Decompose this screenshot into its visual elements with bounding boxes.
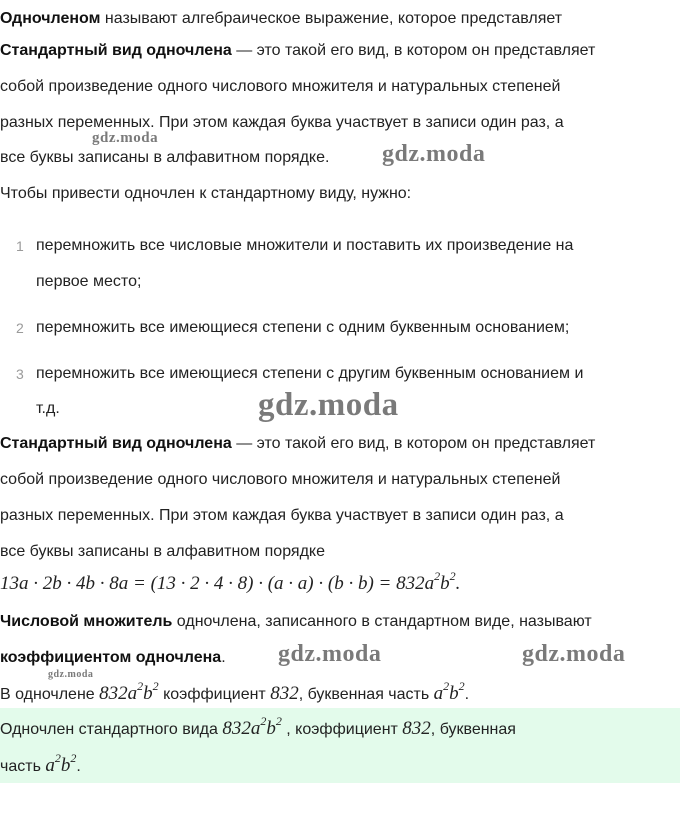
standard-form-definition-line-1: Стандартный вид одночлена — это такой его вид, в котором он представляет: [0, 42, 596, 59]
term-monomial: Одночленом: [0, 10, 101, 27]
list-item-text: перемножить все имеющиеся степени с одним буквенным основанием;: [36, 319, 570, 336]
watermark-logo: gdz.moda: [522, 641, 626, 667]
standard-form-definition-line-3: разных переменных. При этом каждая буква участвует в записи один раз, а: [0, 114, 564, 131]
standard-form-definition-2-line-1: Стандартный вид одночлена — это такой его вид, в котором он представляет: [0, 435, 596, 452]
watermark-logo: gdz.moda: [92, 130, 159, 146]
standard-form-definition-2-line-4: все буквы записаны в алфавитном порядке: [0, 543, 325, 560]
watermark-logo: gdz.moda: [258, 387, 399, 423]
list-item-text: первое место;: [36, 273, 142, 290]
standard-form-definition-line-4: все буквы записаны в алфавитном порядке.: [0, 149, 330, 166]
list-item-number: 3: [16, 366, 24, 382]
watermark-logo: gdz.moda: [382, 141, 486, 167]
standard-form-definition-line-2: собой произведение одного числового множителя и натуральных степеней: [0, 78, 561, 95]
standard-form-definition-2-line-2: собой произведение одного числового множителя и натуральных степеней: [0, 471, 561, 488]
coefficient-definition-line-1: Числовой множитель одночлена, записанного в стандартном виде, называют: [0, 613, 592, 630]
example-coefficient-line: В одночлене $832a^2b^2$ коэффициент 832, буквенная часть $a^2b^2$.: [0, 679, 470, 704]
steps-intro: Чтобы привести одночлен к стандартному виду, нужно:: [0, 185, 412, 202]
list-item-number: 1: [16, 238, 24, 254]
summary-line-1: Одночлен стандартного вида $832a^2b^2$ , коэффициент 832, буквенная: [0, 714, 516, 739]
coefficient-definition-line-2: коэффициентом одночлена.: [0, 649, 226, 666]
list-item-text: т.д.: [36, 400, 60, 417]
list-item-number: 2: [16, 320, 24, 336]
list-item-text: перемножить все имеющиеся степени с другим буквенным основанием и: [36, 365, 584, 382]
watermark-logo: gdz.moda: [48, 669, 94, 680]
monomial-definition: Одночленом называют алгебраическое выражение, которое представляет: [0, 10, 563, 27]
standard-form-definition-2-line-3: разных переменных. При этом каждая буква участвует в записи один раз, а: [0, 507, 564, 524]
example-formula: $13a \cdot 2b \cdot 4b \cdot 8a = (13 \cdot 2 \cdot 4 \cdot 8) \cdot (a \cdot a) \cdot (b \cdot b) = 832a^2b^2$.: [0, 569, 461, 594]
summary-line-2: часть $a^2b^2$.: [0, 751, 81, 776]
watermark-logo: gdz.moda: [278, 641, 382, 667]
list-item-text: перемножить все числовые множители и поставить их произведение на: [36, 237, 574, 254]
